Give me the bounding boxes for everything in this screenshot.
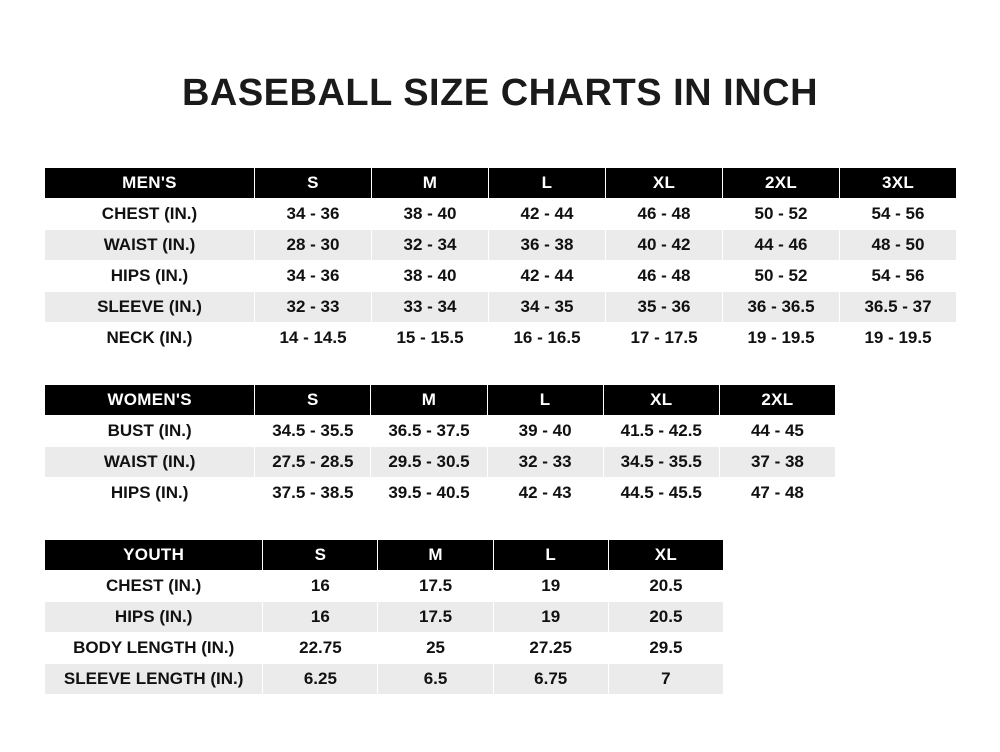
row-label: CHEST (IN.) <box>45 199 255 230</box>
table-cell: 54 - 56 <box>840 199 957 230</box>
table-cell: 54 - 56 <box>840 261 957 292</box>
table-cell: 32 - 33 <box>255 292 372 323</box>
column-header: S <box>263 540 378 571</box>
table-cell: 36 - 38 <box>489 230 606 261</box>
table-cell: 27.5 - 28.5 <box>255 447 371 478</box>
table-cell: 44 - 45 <box>719 416 835 447</box>
table-cell: 34 - 36 <box>255 199 372 230</box>
table-cell: 48 - 50 <box>840 230 957 261</box>
table-cell: 7 <box>608 664 723 695</box>
row-label: CHEST (IN.) <box>45 571 263 602</box>
table-cell: 46 - 48 <box>606 199 723 230</box>
table-header-row <box>45 540 724 571</box>
table-cell: 40 - 42 <box>606 230 723 261</box>
column-header: L <box>493 540 608 571</box>
row-label: NECK (IN.) <box>45 323 255 354</box>
column-header: M <box>372 168 489 199</box>
table-row <box>45 571 724 602</box>
table-cell: 37 - 38 <box>719 447 835 478</box>
column-header: S <box>255 385 371 416</box>
table-cell: 17.5 <box>378 602 493 633</box>
table-row <box>45 323 957 354</box>
table-row <box>45 261 957 292</box>
table-cell: 34.5 - 35.5 <box>255 416 371 447</box>
table-cell: 25 <box>378 633 493 664</box>
page-title: BASEBALL SIZE CHARTS IN INCH <box>181 72 819 114</box>
table-cell: 16 <box>263 571 378 602</box>
table-cell: 33 - 34 <box>372 292 489 323</box>
row-label: SLEEVE LENGTH (IN.) <box>45 664 263 695</box>
table-row <box>45 199 957 230</box>
table-cell: 17 - 17.5 <box>606 323 723 354</box>
table-cell: 36.5 - 37.5 <box>371 416 487 447</box>
table-cell: 42 - 43 <box>487 478 603 509</box>
table-cell: 46 - 48 <box>606 261 723 292</box>
table-cell: 42 - 44 <box>489 199 606 230</box>
table-cell: 50 - 52 <box>723 261 840 292</box>
column-header: S <box>255 168 372 199</box>
table-cell: 27.25 <box>493 633 608 664</box>
table-cell: 28 - 30 <box>255 230 372 261</box>
row-label: WAIST (IN.) <box>45 447 255 478</box>
mens-size-table <box>44 167 957 354</box>
column-header: WOMEN'S <box>45 385 255 416</box>
table-header-row <box>45 385 836 416</box>
table-cell: 19 <box>493 571 608 602</box>
table-cell: 16 <box>263 602 378 633</box>
table-cell: 29.5 <box>608 633 723 664</box>
table-cell: 36.5 - 37 <box>840 292 957 323</box>
table-cell: 36 - 36.5 <box>723 292 840 323</box>
table-row <box>45 478 836 509</box>
table-cell: 19 - 19.5 <box>840 323 957 354</box>
table-cell: 38 - 40 <box>372 199 489 230</box>
row-label: HIPS (IN.) <box>45 261 255 292</box>
womens-size-table <box>44 384 836 509</box>
table-row <box>45 416 836 447</box>
column-header: XL <box>606 168 723 199</box>
table-row <box>45 602 724 633</box>
column-header: 2XL <box>723 168 840 199</box>
row-label: HIPS (IN.) <box>45 602 263 633</box>
table-cell: 17.5 <box>378 571 493 602</box>
size-tables-container <box>0 167 1000 695</box>
column-header: 3XL <box>840 168 957 199</box>
column-header: XL <box>608 540 723 571</box>
column-header: M <box>378 540 493 571</box>
column-header: M <box>371 385 487 416</box>
table-cell: 22.75 <box>263 633 378 664</box>
table-cell: 32 - 34 <box>372 230 489 261</box>
column-header: MEN'S <box>45 168 255 199</box>
column-header: 2XL <box>719 385 835 416</box>
table-row <box>45 664 724 695</box>
table-cell: 41.5 - 42.5 <box>603 416 719 447</box>
column-header: YOUTH <box>45 540 263 571</box>
table-row <box>45 292 957 323</box>
column-header: L <box>489 168 606 199</box>
table-row <box>45 230 957 261</box>
table-cell: 6.5 <box>378 664 493 695</box>
table-row <box>45 633 724 664</box>
table-cell: 37.5 - 38.5 <box>255 478 371 509</box>
row-label: BODY LENGTH (IN.) <box>45 633 263 664</box>
table-cell: 47 - 48 <box>719 478 835 509</box>
table-row <box>45 447 836 478</box>
table-cell: 38 - 40 <box>372 261 489 292</box>
row-label: SLEEVE (IN.) <box>45 292 255 323</box>
table-cell: 42 - 44 <box>489 261 606 292</box>
table-cell: 34 - 36 <box>255 261 372 292</box>
table-cell: 6.25 <box>263 664 378 695</box>
table-cell: 20.5 <box>608 602 723 633</box>
table-cell: 39.5 - 40.5 <box>371 478 487 509</box>
table-cell: 44 - 46 <box>723 230 840 261</box>
youth-size-table <box>44 539 724 695</box>
row-label: BUST (IN.) <box>45 416 255 447</box>
table-cell: 35 - 36 <box>606 292 723 323</box>
table-cell: 20.5 <box>608 571 723 602</box>
table-cell: 19 - 19.5 <box>723 323 840 354</box>
table-cell: 50 - 52 <box>723 199 840 230</box>
table-cell: 29.5 - 30.5 <box>371 447 487 478</box>
column-header: XL <box>603 385 719 416</box>
table-cell: 14 - 14.5 <box>255 323 372 354</box>
table-header-row <box>45 168 957 199</box>
table-cell: 16 - 16.5 <box>489 323 606 354</box>
row-label: WAIST (IN.) <box>45 230 255 261</box>
table-cell: 44.5 - 45.5 <box>603 478 719 509</box>
table-cell: 34 - 35 <box>489 292 606 323</box>
table-cell: 32 - 33 <box>487 447 603 478</box>
table-cell: 6.75 <box>493 664 608 695</box>
table-cell: 39 - 40 <box>487 416 603 447</box>
table-cell: 19 <box>493 602 608 633</box>
table-cell: 15 - 15.5 <box>372 323 489 354</box>
row-label: HIPS (IN.) <box>45 478 255 509</box>
table-cell: 34.5 - 35.5 <box>603 447 719 478</box>
column-header: L <box>487 385 603 416</box>
